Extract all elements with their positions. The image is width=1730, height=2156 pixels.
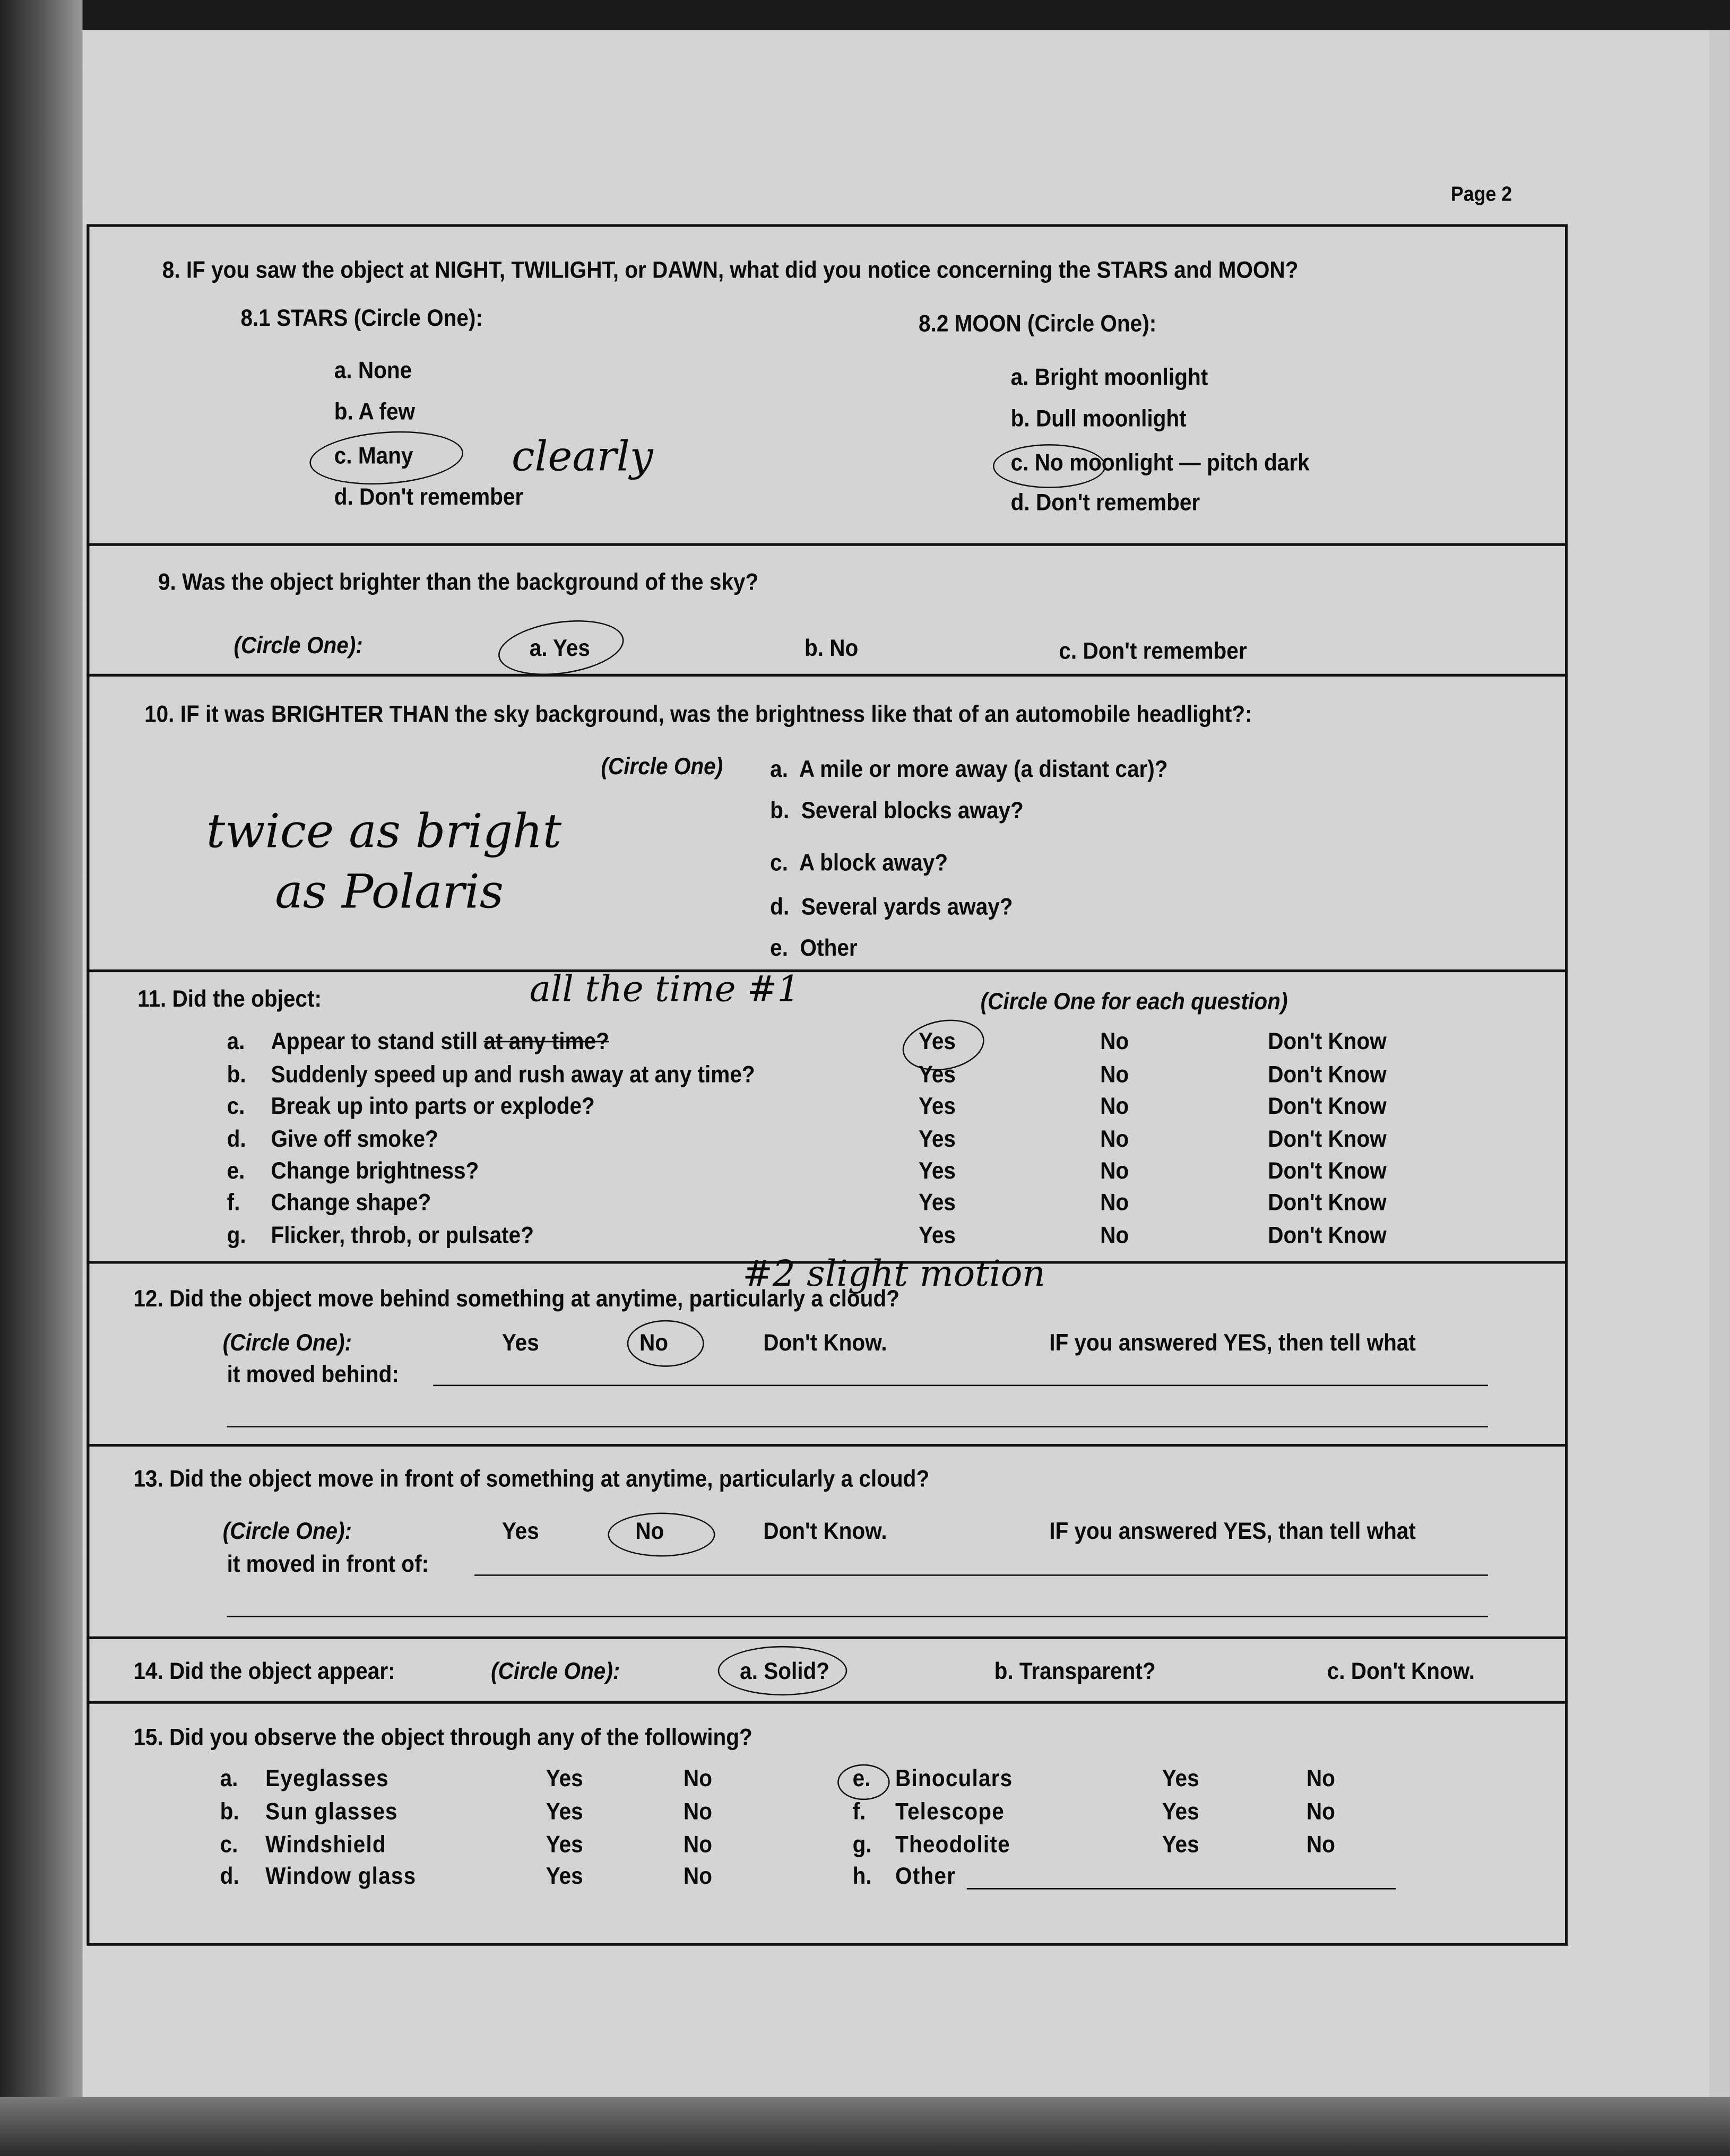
q15-left-text: Window glass: [265, 1863, 417, 1890]
divider: [87, 674, 1568, 677]
q15-right-key: f.: [852, 1798, 866, 1825]
q10-option-e[interactable]: e. Other: [770, 935, 858, 962]
q8-moon-b[interactable]: b. Dull moonlight: [1010, 405, 1187, 432]
q10-option-d[interactable]: d. Several yards away?: [770, 894, 1013, 920]
q11-title: 11. Did the object:: [137, 986, 322, 1012]
q8-moon-d[interactable]: d. Don't remember: [1010, 489, 1200, 516]
q12-no[interactable]: No: [639, 1329, 669, 1356]
q12-yes[interactable]: Yes: [501, 1329, 539, 1356]
q11-yes[interactable]: Yes: [919, 1189, 956, 1216]
q9-title: 9. Was the object brighter than the background of the sky?: [158, 569, 759, 596]
q11-row-label: Flicker, throb, or pulsate?: [271, 1222, 534, 1249]
q13-no[interactable]: No: [635, 1518, 664, 1545]
q10-option-a[interactable]: a. A mile or more away (a distant car)?: [770, 756, 1168, 783]
q11-dont-know[interactable]: Don't Know: [1268, 1028, 1387, 1055]
q11-dont-know[interactable]: Don't Know: [1268, 1126, 1387, 1153]
q10-circle-label: (Circle One): [601, 754, 723, 780]
q15-yes[interactable]: Yes: [1162, 1765, 1199, 1792]
q11-dont-know[interactable]: Don't Know: [1268, 1222, 1387, 1249]
q13-answer-line[interactable]: [474, 1574, 1488, 1576]
q11-row-label: Change brightness?: [271, 1157, 479, 1184]
q13-circle-label: (Circle One):: [222, 1518, 352, 1545]
q15-yes[interactable]: Yes: [546, 1831, 583, 1858]
answer-circle: [608, 1513, 715, 1557]
q11-no[interactable]: No: [1100, 1093, 1129, 1120]
q11-no[interactable]: No: [1100, 1061, 1129, 1088]
scan-border-left: [0, 0, 82, 2156]
divider: [87, 543, 1568, 546]
q12-dont-know[interactable]: Don't Know.: [763, 1329, 887, 1356]
q15-left-text: Sun glasses: [265, 1798, 398, 1825]
q10-option-c[interactable]: c. A block away?: [770, 850, 948, 876]
q14-option-a[interactable]: a. Solid?: [740, 1658, 830, 1685]
q11-row-label: Give off smoke?: [271, 1126, 438, 1153]
q11-circle-label: (Circle One for each question): [980, 989, 1288, 1015]
q11-yes[interactable]: Yes: [919, 1093, 956, 1120]
q11-no[interactable]: No: [1100, 1028, 1129, 1055]
q11-yes[interactable]: Yes: [919, 1157, 956, 1184]
q15-right-key: g.: [852, 1831, 872, 1858]
q11-row-key: e.: [227, 1157, 245, 1184]
q11-row-text: [271, 1092, 595, 1122]
q15-right-key: h.: [852, 1863, 872, 1890]
q11-no[interactable]: No: [1100, 1189, 1129, 1216]
q8-stars-d[interactable]: d. Don't remember: [334, 484, 524, 510]
q11-row-text: [271, 1221, 534, 1251]
q15-no[interactable]: No: [1306, 1831, 1335, 1858]
q15-right-key: e.: [852, 1765, 871, 1792]
q9-circle-label: (Circle One):: [233, 633, 363, 659]
q9-option-c[interactable]: c. Don't remember: [1059, 638, 1247, 664]
q9-option-a[interactable]: a. Yes: [529, 635, 590, 662]
q11-no[interactable]: No: [1100, 1222, 1129, 1249]
q11-row-label: Appear to stand still: [271, 1028, 484, 1055]
q14-option-c[interactable]: c. Don't Know.: [1327, 1658, 1475, 1685]
q11-no[interactable]: No: [1100, 1157, 1129, 1184]
q12-circle-label: (Circle One):: [222, 1329, 352, 1356]
q11-row-key: a.: [227, 1028, 245, 1055]
q15-left-text: Windshield: [265, 1831, 386, 1858]
q15-yes[interactable]: Yes: [546, 1863, 583, 1890]
handwritten-note: as Polaris: [275, 864, 504, 920]
q15-yes[interactable]: Yes: [546, 1765, 583, 1792]
q11-yes[interactable]: Yes: [919, 1222, 956, 1249]
q11-row-label: Break up into parts or explode?: [271, 1093, 595, 1120]
answer-circle: [718, 1646, 847, 1695]
divider: [87, 1444, 1568, 1447]
q15-yes[interactable]: Yes: [1162, 1798, 1199, 1825]
q15-right-text: Telescope: [895, 1798, 1005, 1825]
q13-if-yes: IF you answered YES, than tell what: [1049, 1518, 1416, 1545]
answer-circle: [627, 1320, 704, 1367]
q13-dont-know[interactable]: Don't Know.: [763, 1518, 887, 1545]
divider: [87, 969, 1568, 972]
q11-dont-know[interactable]: Don't Know: [1268, 1189, 1387, 1216]
scan-border-top: [0, 0, 1730, 30]
q15-left-key: b.: [220, 1798, 239, 1825]
scan-border-bottom: [0, 2097, 1730, 2156]
q15-left-key: a.: [220, 1765, 238, 1792]
handwritten-note: #2 slight motion: [742, 1254, 1045, 1296]
q15-yes[interactable]: Yes: [1162, 1831, 1199, 1858]
q15-no[interactable]: No: [683, 1831, 712, 1858]
handwritten-note: twice as bright: [206, 804, 562, 860]
q11-row-text: [271, 1125, 438, 1155]
q12-if-yes: IF you answered YES, then tell what: [1049, 1329, 1416, 1356]
q15-other-line[interactable]: [967, 1888, 1396, 1890]
q13-title: 13. Did the object move in front of something at anytime, particularly a cloud?: [133, 1466, 930, 1492]
q15-no[interactable]: No: [1306, 1765, 1335, 1792]
q11-dont-know[interactable]: Don't Know: [1268, 1093, 1387, 1120]
q15-no[interactable]: No: [683, 1863, 712, 1890]
q15-right-text: Binoculars: [895, 1765, 1013, 1792]
page-number: Page 2: [1450, 183, 1512, 206]
q12-answer-line-2[interactable]: [227, 1426, 1488, 1427]
q15-left-text: Eyeglasses: [265, 1765, 389, 1792]
q12-title: 12. Did the object move behind something at anytime, particularly a cloud?: [133, 1285, 899, 1312]
q11-row-text: [271, 1027, 609, 1058]
q11-row-key: d.: [227, 1126, 246, 1153]
q15-no[interactable]: No: [1306, 1798, 1335, 1825]
q15-right-text: Theodolite: [895, 1831, 1010, 1858]
q15-left-key: d.: [220, 1863, 239, 1890]
q15-right-text: Other: [895, 1863, 956, 1890]
q8-moon-label: 8.2 MOON (Circle One):: [919, 310, 1157, 337]
q15-left-key: c.: [220, 1831, 238, 1858]
q11-yes[interactable]: Yes: [919, 1028, 956, 1055]
answer-circle: [993, 444, 1105, 488]
q13-answer-line-2[interactable]: [227, 1616, 1488, 1617]
q15-no[interactable]: No: [683, 1798, 712, 1825]
q11-row-key: f.: [227, 1189, 240, 1216]
q10-title: 10. IF it was BRIGHTER THAN the sky background, was the brightness like that of an automobile headlight?:: [144, 701, 1252, 728]
q13-yes[interactable]: Yes: [501, 1518, 539, 1545]
q11-row-label: Change shape?: [271, 1189, 431, 1216]
handwritten-note: clearly: [512, 433, 653, 481]
q8-title: 8. IF you saw the object at NIGHT, TWILIGHT, or DAWN, what did you notice concerning the STARS and MOON?: [162, 257, 1299, 283]
divider: [87, 1701, 1568, 1704]
q15-title: 15. Did you observe the object through any of the following?: [133, 1724, 752, 1751]
q11-dont-know[interactable]: Don't Know: [1268, 1157, 1387, 1184]
divider: [87, 1637, 1568, 1639]
q8-stars-c[interactable]: c. Many: [334, 443, 413, 469]
q11-dont-know[interactable]: Don't Know: [1268, 1061, 1387, 1088]
q11-row-text: [271, 1188, 431, 1218]
q11-row-label: Suddenly speed up and rush away at any time?: [271, 1061, 755, 1088]
q11-yes[interactable]: Yes: [919, 1061, 956, 1088]
q12-answer-line[interactable]: [433, 1385, 1488, 1387]
q12-moved-label: it moved behind:: [227, 1361, 399, 1388]
q11-row-key: b.: [227, 1061, 246, 1088]
q15-yes[interactable]: Yes: [546, 1798, 583, 1825]
q13-moved-label: it moved in front of:: [227, 1551, 429, 1578]
handwritten-note: all the time #1: [529, 969, 800, 1011]
q8-stars-a[interactable]: a. None: [334, 357, 412, 384]
q11-yes[interactable]: Yes: [919, 1126, 956, 1153]
q10-option-b[interactable]: b. Several blocks away?: [770, 798, 1024, 824]
q8-moon-a[interactable]: a. Bright moonlight: [1010, 364, 1208, 391]
q11-row-key: c.: [227, 1093, 245, 1120]
q14-option-b[interactable]: b. Transparent?: [994, 1658, 1156, 1685]
q8-moon-c[interactable]: c. No moonlight — pitch dark: [1010, 449, 1310, 476]
q14-title: 14. Did the object appear:: [133, 1658, 395, 1685]
q8-stars-b[interactable]: b. A few: [334, 399, 416, 425]
q11-row-text: [271, 1156, 479, 1187]
q11-no[interactable]: No: [1100, 1126, 1129, 1153]
q11-row-text: [271, 1060, 755, 1090]
q8-stars-label: 8.1 STARS (Circle One):: [240, 305, 483, 332]
q15-no[interactable]: No: [683, 1765, 712, 1792]
struck-text: at any time?: [483, 1028, 609, 1055]
q14-circle-label: (Circle One):: [491, 1658, 620, 1685]
q9-option-b[interactable]: b. No: [804, 635, 859, 662]
q11-row-key: g.: [227, 1222, 246, 1249]
